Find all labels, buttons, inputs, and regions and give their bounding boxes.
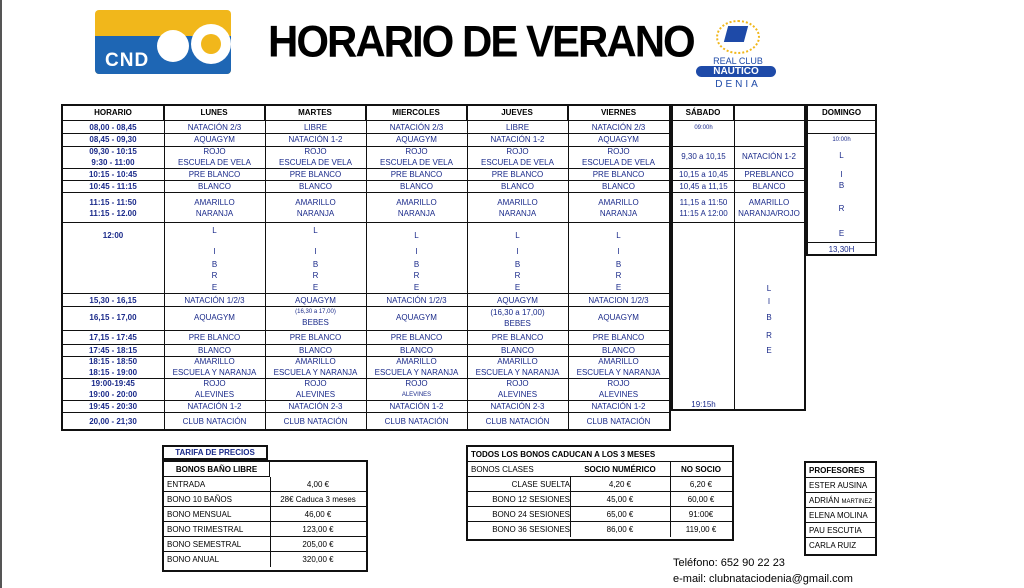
- sabado-activity: R: [766, 331, 772, 340]
- time-slot: 11:15 - 12.00: [89, 209, 137, 218]
- lunes-cell: ESCUELA DE VELA: [178, 158, 251, 167]
- viernes-cell: NARANJA: [599, 209, 638, 218]
- tarifa-value: 123,00 €: [302, 525, 334, 534]
- jueves-cell: I: [516, 247, 519, 256]
- bono-label: CLASE SUELTA: [511, 480, 570, 489]
- sabado-time: 9,30 a 10,15: [681, 152, 726, 161]
- viernes-cell: I: [617, 247, 620, 256]
- martes-cell: LIBRE: [303, 123, 328, 132]
- viernes-cell: BLANCO: [602, 182, 635, 191]
- miercoles-cell: PRE BLANCO: [390, 170, 443, 179]
- time-slot: 19:00-19:45: [91, 379, 135, 388]
- sabado-activity: E: [766, 346, 772, 355]
- jueves-cell: BEBES: [504, 319, 531, 328]
- lunes-cell: ROJO: [203, 147, 226, 156]
- domingo-cell: 13,30H: [828, 245, 855, 254]
- bonos-col3: NO SOCIO: [680, 465, 721, 474]
- bono-socio: 65,00 €: [606, 510, 634, 519]
- header-blank: [734, 106, 804, 120]
- tarifa-value: 4,00 €: [306, 480, 330, 489]
- martes-cell: E: [312, 283, 319, 292]
- martes-cell: I: [314, 247, 317, 256]
- viernes-cell: ESCUELA Y NARANJA: [576, 368, 661, 377]
- weekday-schedule-table: [61, 104, 671, 431]
- lunes-cell: NATACIÓN 2/3: [187, 123, 242, 132]
- viernes-cell: R: [615, 271, 622, 280]
- tarifa-subtitle: BONOS BAÑO LIBRE: [164, 462, 270, 477]
- miercoles-cell: ROJO: [405, 379, 428, 388]
- martes-cell: BLANCO: [299, 182, 332, 191]
- miercoles-cell: BLANCO: [400, 346, 433, 355]
- miercoles-cell: E: [413, 283, 420, 292]
- tarifa-title: TARIFA DE PRECIOS: [162, 445, 268, 460]
- jueves-cell: PRE BLANCO: [491, 170, 544, 179]
- martes-cell: PRE BLANCO: [289, 170, 342, 179]
- bono-socio: 4,20 €: [608, 480, 632, 489]
- viernes-cell: NATACION 1/2/3: [588, 296, 649, 305]
- domingo-cell: I: [840, 170, 843, 179]
- tarifa-label: ENTRADA: [167, 480, 206, 489]
- lunes-cell: BLANCO: [198, 182, 231, 191]
- domingo-cell: 10:00h: [832, 137, 851, 143]
- time-slot: 17:45 - 18:15: [88, 346, 138, 355]
- miercoles-cell: CLUB NATACIÓN: [384, 417, 449, 426]
- sabado-activity: NATACIÓN 1-2: [742, 152, 796, 161]
- jueves-cell: ESCUELA DE VELA: [481, 158, 554, 167]
- domingo-cell: B: [838, 181, 845, 190]
- club-logo-line3: DENIA: [715, 79, 761, 90]
- time-slot: 18:15 - 19:00: [88, 368, 138, 377]
- martes-cell: ROJO: [304, 379, 327, 388]
- time-slot: 20,00 - 21;30: [89, 417, 137, 426]
- viernes-cell: NATACIÓN 1-2: [591, 402, 646, 411]
- jueves-cell: L: [515, 231, 520, 240]
- bono-socio: 45,00 €: [606, 495, 634, 504]
- bonos-col1: BONOS CLASES: [471, 465, 534, 474]
- jueves-cell: NATACIÓN 1-2: [490, 135, 545, 144]
- jueves-cell: AMARILLO: [497, 198, 538, 207]
- time-slot: 18:15 - 18:50: [88, 357, 138, 366]
- header-lunes: LUNES: [164, 106, 265, 120]
- tarifa-value: 28€ Caduca 3 meses: [280, 495, 356, 504]
- time-slot: 12:00: [102, 231, 124, 240]
- martes-cell: AMARILLO: [295, 198, 336, 207]
- martes-cell: ESCUELA Y NARANJA: [273, 368, 358, 377]
- jueves-cell: AQUAGYM: [497, 296, 538, 305]
- lunes-cell: BLANCO: [198, 346, 231, 355]
- lunes-cell: L: [212, 226, 217, 235]
- jueves-cell: CLUB NATACIÓN: [485, 417, 550, 426]
- miercoles-cell: AQUAGYM: [396, 135, 437, 144]
- jueves-cell: ESCUELA Y NARANJA: [475, 368, 560, 377]
- header-viernes: VIERNES: [600, 108, 637, 117]
- profesor-name: ESTER AUSINA: [809, 481, 868, 490]
- domingo-cell: L: [839, 151, 844, 160]
- tarifa-value: 46,00 €: [304, 510, 332, 519]
- sabado-time: 11,15 a 11:50: [679, 198, 728, 207]
- miercoles-cell: NATACIÓN 2/3: [389, 123, 444, 132]
- sabado-activity: PREBLANCO: [744, 170, 794, 179]
- lunes-cell: E: [211, 283, 218, 292]
- miercoles-cell: ROJO: [405, 147, 428, 156]
- time-slot: 19:45 - 20:30: [88, 402, 138, 411]
- cnd-logo-text: CND: [105, 50, 150, 71]
- martes-cell: NARANJA: [296, 209, 335, 218]
- miercoles-cell: R: [413, 271, 420, 280]
- profesores-title: PROFESORES: [809, 466, 865, 475]
- martes-cell: BLANCO: [299, 346, 332, 355]
- lunes-cell: ROJO: [203, 379, 226, 388]
- miercoles-cell: ESCUELA DE VELA: [380, 158, 453, 167]
- time-slot: 16,15 - 17,00: [89, 313, 137, 322]
- sabado-activity: L: [766, 284, 772, 293]
- saturday-schedule: [671, 104, 806, 411]
- tarifa-label: BONO SEMESTRAL: [167, 540, 242, 549]
- contact-email: e-mail: clubnataciodenia@gmail.com: [673, 573, 853, 585]
- tarifa-label: BONO MENSUAL: [167, 510, 232, 519]
- tarifa-table: [162, 460, 368, 572]
- tarifa-value: 320,00 €: [302, 555, 334, 564]
- jueves-cell: ROJO: [506, 147, 529, 156]
- miercoles-cell: I: [415, 247, 418, 256]
- miercoles-cell: ESCUELA Y NARANJA: [374, 368, 459, 377]
- viernes-cell: B: [615, 260, 622, 269]
- miercoles-cell: AMARILLO: [396, 198, 437, 207]
- martes-cell: R: [312, 271, 319, 280]
- tarifa-value: 205,00 €: [302, 540, 334, 549]
- header-sabado: SÁBADO: [673, 106, 734, 120]
- time-slot: 9:30 - 11:00: [91, 158, 135, 167]
- martes-cell: NATACIÓN 2-3: [288, 402, 343, 411]
- miercoles-cell: AQUAGYM: [396, 313, 437, 322]
- jueves-cell: R: [514, 271, 521, 280]
- bono-label: BONO 24 SESIONES: [492, 510, 570, 519]
- domingo-cell: R: [838, 204, 845, 213]
- bono-label: BONO 12 SESIONES: [492, 495, 570, 504]
- real-club-nautico-logo: [692, 20, 784, 90]
- profesores-table: [804, 461, 877, 556]
- jueves-cell: B: [514, 260, 521, 269]
- left-edge-line: [0, 0, 2, 588]
- sabado-activity: I: [767, 297, 771, 306]
- jueves-cell: E: [514, 283, 521, 292]
- profesor-name: PAU ESCUTIA: [809, 526, 862, 535]
- bonos-col2: SOCIO NUMÉRICO: [584, 465, 656, 474]
- martes-cell: PRE BLANCO: [289, 333, 342, 342]
- profesor-name: ELENA MOLINA: [809, 511, 868, 520]
- time-slot: 08,00 - 08,45: [89, 123, 137, 132]
- tarifa-label: BONO TRIMESTRAL: [167, 525, 244, 534]
- viernes-cell: AMARILLO: [598, 357, 639, 366]
- lunes-cell: NATACIÓN 1/2/3: [184, 296, 245, 305]
- header-jueves: JUEVES: [467, 106, 568, 120]
- jueves-cell: BLANCO: [501, 182, 534, 191]
- viernes-cell: ROJO: [607, 147, 630, 156]
- bono-no-socio: 6,20 €: [689, 480, 713, 489]
- sabado-activity: BLANCO: [752, 182, 786, 191]
- martes-cell: B: [312, 260, 319, 269]
- sabado-time: 10,15 a 10,45: [679, 170, 728, 179]
- page-title: HORARIO DE VERANO: [268, 16, 694, 67]
- time-slot: 09,30 - 10:15: [89, 147, 137, 156]
- tarifa-label: BONO 10 BAÑOS: [167, 495, 232, 504]
- viernes-cell: L: [616, 231, 621, 240]
- miercoles-cell: ALEVINES: [401, 392, 432, 398]
- header-domingo: DOMINGO: [821, 108, 862, 117]
- sabado-time: 10,45 a 11,15: [679, 182, 728, 191]
- jueves-cell: NARANJA: [498, 209, 537, 218]
- martes-cell: CLUB NATACIÓN: [283, 417, 348, 426]
- club-logo-line2: NAUTICO: [696, 66, 776, 77]
- viernes-cell: NATACIÓN 2/3: [591, 123, 646, 132]
- jueves-cell: ROJO: [506, 379, 529, 388]
- jueves-cell: AMARILLO: [497, 357, 538, 366]
- viernes-cell: BLANCO: [602, 346, 635, 355]
- profesor-name: CARLA RUIZ: [809, 541, 857, 550]
- sabado-activity: NARANJA/ROJO: [738, 209, 800, 218]
- miercoles-cell: PRE BLANCO: [390, 333, 443, 342]
- sabado-activity: B: [766, 313, 772, 322]
- jueves-cell: (16,30 a 17,00): [490, 308, 545, 317]
- jueves-cell: BLANCO: [501, 346, 534, 355]
- lunes-cell: R: [211, 271, 218, 280]
- martes-cell: ESCUELA DE VELA: [279, 158, 352, 167]
- sabado-time: 09:00h: [694, 125, 713, 131]
- lunes-cell: NARANJA: [195, 209, 234, 218]
- lunes-cell: AQUAGYM: [194, 135, 235, 144]
- header-horario: HORARIO: [63, 106, 164, 120]
- lunes-cell: PRE BLANCO: [188, 333, 241, 342]
- martes-cell: NATACIÓN 1-2: [288, 135, 343, 144]
- club-logo-line1: REAL CLUB: [713, 56, 763, 66]
- sabado-time: 11:15 A 12:00: [679, 209, 728, 218]
- time-slot: 11:15 - 11:50: [89, 198, 137, 207]
- profesor-name: ADRIÁN: [809, 496, 840, 505]
- martes-cell: (16,30 a 17,00): [295, 309, 336, 315]
- viernes-cell: ALEVINES: [598, 390, 639, 399]
- tarifa-label: BONO ANUAL: [167, 555, 220, 564]
- bonos-table: [466, 445, 734, 541]
- time-slot: 08,45 - 09,30: [89, 135, 137, 144]
- viernes-cell: E: [615, 283, 622, 292]
- miercoles-cell: BLANCO: [400, 182, 433, 191]
- miercoles-cell: NATACIÓN 1-2: [389, 402, 444, 411]
- viernes-cell: ESCUELA DE VELA: [582, 158, 655, 167]
- viernes-cell: AQUAGYM: [598, 313, 639, 322]
- viernes-cell: CLUB NATACIÓN: [586, 417, 651, 426]
- cnd-logo: [95, 10, 231, 74]
- miercoles-cell: NATACIÓN 1/2/3: [386, 296, 447, 305]
- viernes-cell: PRE BLANCO: [592, 333, 645, 342]
- lunes-cell: ALEVINES: [194, 390, 235, 399]
- lunes-cell: B: [211, 260, 218, 269]
- header-martes: MARTES: [265, 106, 366, 120]
- header-miercoles: MIERCOLES: [366, 106, 467, 120]
- miercoles-cell: AMARILLO: [396, 357, 437, 366]
- martes-cell: L: [313, 226, 318, 235]
- viernes-cell: ROJO: [607, 379, 630, 388]
- martes-cell: AQUAGYM: [295, 296, 336, 305]
- martes-cell: BEBES: [302, 318, 329, 327]
- jueves-cell: LIBRE: [505, 123, 530, 132]
- jueves-cell: ALEVINES: [497, 390, 538, 399]
- time-slot: 15,30 - 16,15: [89, 296, 137, 305]
- jueves-cell: PRE BLANCO: [491, 333, 544, 342]
- martes-cell: AMARILLO: [295, 357, 336, 366]
- contact-phone: Teléfono: 652 90 22 23: [673, 557, 785, 569]
- bono-label: BONO 36 SESIONES: [492, 525, 570, 534]
- martes-cell: ROJO: [304, 147, 327, 156]
- lunes-cell: ESCUELA Y NARANJA: [172, 368, 257, 377]
- lunes-cell: AQUAGYM: [194, 313, 235, 322]
- bono-no-socio: 91:00€: [688, 510, 714, 519]
- miercoles-cell: NARANJA: [397, 209, 436, 218]
- lunes-cell: NATACIÓN 1-2: [187, 402, 242, 411]
- miercoles-cell: B: [413, 260, 420, 269]
- lunes-cell: CLUB NATACIÓN: [182, 417, 247, 426]
- bonos-title: TODOS LOS BONOS CADUCAN A LOS 3 MESES: [468, 447, 732, 462]
- bono-socio: 86,00 €: [606, 525, 634, 534]
- lunes-cell: AMARILLO: [194, 198, 235, 207]
- martes-cell: ALEVINES: [295, 390, 336, 399]
- profesor-surname-small: MARTINEZ: [841, 499, 873, 505]
- lunes-cell: I: [213, 247, 216, 256]
- miercoles-cell: L: [414, 231, 419, 240]
- lunes-cell: AMARILLO: [194, 357, 235, 366]
- viernes-cell: PRE BLANCO: [592, 170, 645, 179]
- jueves-cell: NATACIÓN 2-3: [490, 402, 545, 411]
- domingo-cell: E: [838, 229, 845, 238]
- sunday-schedule: [806, 104, 877, 256]
- time-slot: 19:00 - 20:00: [88, 390, 138, 399]
- bono-no-socio: 60,00 €: [687, 495, 715, 504]
- viernes-cell: AQUAGYM: [598, 135, 639, 144]
- bono-no-socio: 119,00 €: [685, 525, 717, 534]
- time-slot: 10:15 - 10:45: [88, 170, 138, 179]
- lunes-cell: PRE BLANCO: [188, 170, 241, 179]
- sabado-time: 19:15h: [691, 400, 716, 409]
- viernes-cell: AMARILLO: [598, 198, 639, 207]
- time-slot: 10:45 - 11:15: [89, 182, 137, 191]
- time-slot: 17,15 - 17:45: [89, 333, 137, 342]
- sabado-activity: AMARILLO: [748, 198, 790, 207]
